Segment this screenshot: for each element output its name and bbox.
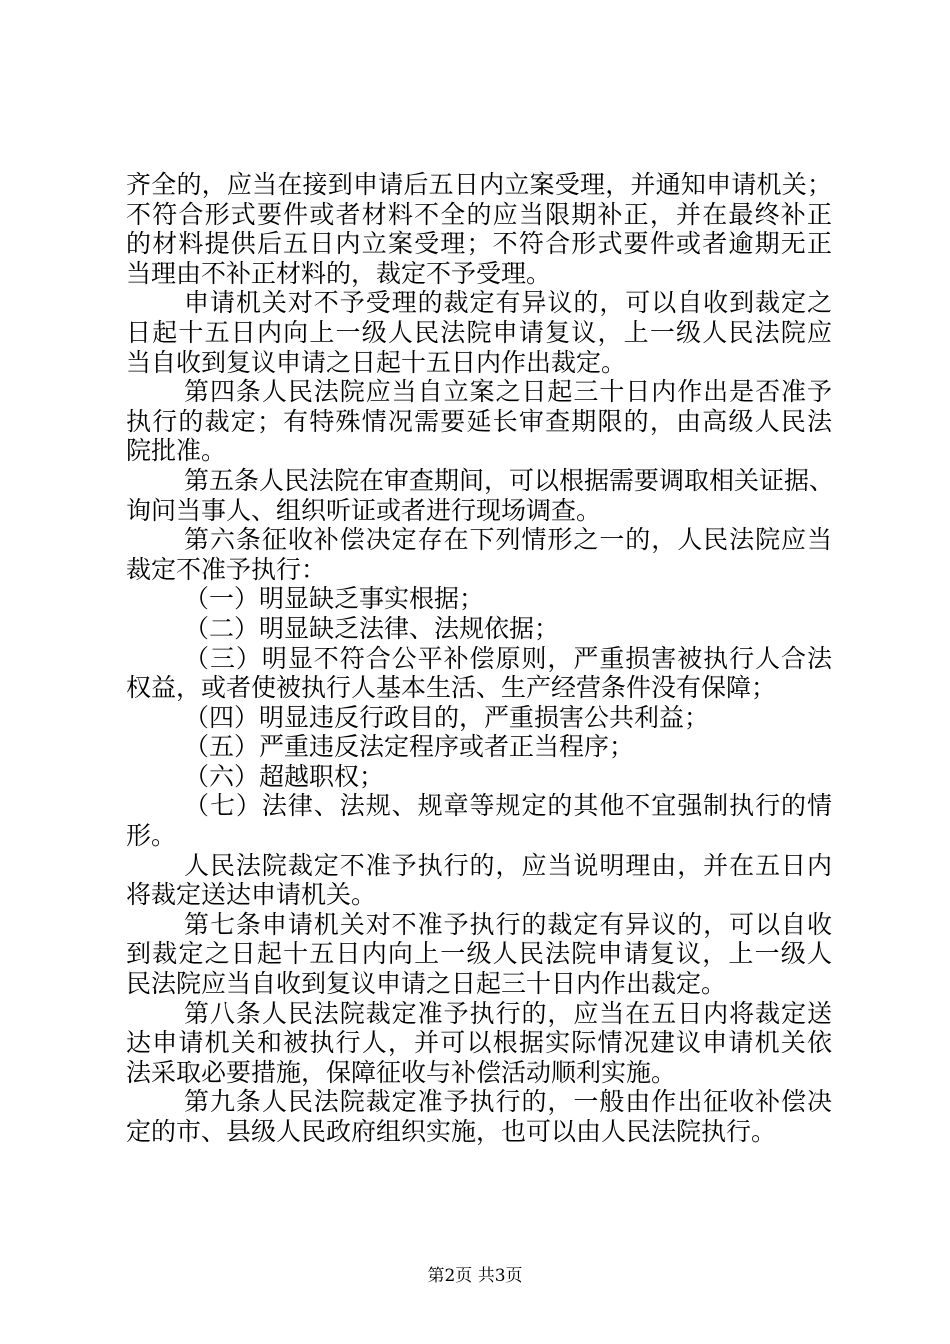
text-line: （七）法律、法规、规章等规定的其他不宜强制执行的情 xyxy=(184,791,832,821)
text-line: （三）明显不符合公平补偿原则，严重损害被执行人合法 xyxy=(184,643,832,673)
text-line: 裁定不准予执行： xyxy=(126,554,327,584)
list-item xyxy=(126,762,832,792)
paragraph-article-5 xyxy=(126,465,835,525)
list-item xyxy=(126,703,832,733)
text-line: （二）明显缺乏法律、法规依据； xyxy=(184,613,560,643)
paragraph xyxy=(126,288,832,377)
text-line: 执行的裁定；有特殊情况需要延长审查期限的，由高级人民法 xyxy=(126,406,832,436)
paragraph xyxy=(126,851,832,910)
text-line: （五）严重违反法定程序或者正当程序； xyxy=(184,732,635,762)
text-line: 的材料提供后五日内立案受理；不符合形式要件或者逾期无正 xyxy=(126,229,832,259)
text-line: 申请机关对不予受理的裁定有异议的，可以自收到裁定之 xyxy=(184,288,832,318)
text-line: 齐全的，应当在接到申请后五日内立案受理，并通知申请机关； xyxy=(126,170,832,199)
text-line: 定的市、县级人民政府组织实施，也可以由人民法院执行。 xyxy=(126,1117,777,1146)
text-line: 当理由不补正材料的，裁定不予受理。 xyxy=(126,258,552,288)
text-line: 第九条人民法院裁定准予执行的，一般由作出征收补偿决 xyxy=(184,1087,832,1117)
text-line: 人民法院裁定不准予执行的，应当说明理由，并在五日内 xyxy=(184,850,832,880)
text-line: 民法院应当自收到复议申请之日起三十日内作出裁定。 xyxy=(126,969,727,999)
paragraph xyxy=(126,170,832,288)
text-line: 第七条申请机关对不准予执行的裁定有异议的，可以自收 xyxy=(184,909,832,939)
text-line: 院批准。 xyxy=(126,436,227,466)
text-line: 权益，或者使被执行人基本生活、生产经营条件没有保障； xyxy=(126,673,777,703)
paragraph-article-8 xyxy=(126,999,832,1088)
text-line: 将裁定送达申请机关。 xyxy=(126,880,377,910)
text-line: 第六条征收补偿决定存在下列情形之一的，人民法院应当 xyxy=(184,525,832,555)
text-line: 形。 xyxy=(126,821,177,851)
list-item xyxy=(126,614,832,644)
paragraph-article-6 xyxy=(126,525,832,584)
paragraph-article-9 xyxy=(126,1087,832,1146)
text-line: 日起十五日内向上一级人民法院申请复议，上一级人民法院应 xyxy=(126,317,832,347)
document-body xyxy=(126,170,835,1147)
list-item xyxy=(126,732,832,762)
text-line: 第四条人民法院应当自立案之日起三十日内作出是否准予 xyxy=(184,377,832,407)
text-line: （一）明显缺乏事实根据； xyxy=(184,584,485,614)
text-line: 询问当事人、组织听证或者进行现场调查。 xyxy=(126,495,602,525)
list-item xyxy=(126,644,832,703)
text-line: （四）明显违反行政目的，严重损害公共利益； xyxy=(184,702,710,732)
text-line: 达申请机关和被执行人，并可以根据实际情况建议申请机关依 xyxy=(126,1028,832,1058)
text-line: 法采取必要措施，保障征收与补偿活动顺利实施。 xyxy=(126,1057,677,1087)
text-line: 第五条人民法院在审查期间，可以根据需要调取相关证据、 xyxy=(184,465,835,495)
page-footer: 第2页 共3页 xyxy=(427,1266,523,1286)
text-line: （六）超越职权； xyxy=(184,761,385,791)
paragraph-article-7 xyxy=(126,910,832,999)
list-item xyxy=(126,791,832,850)
paragraph-article-4 xyxy=(126,377,832,466)
text-line: 当自收到复议申请之日起十五日内作出裁定。 xyxy=(126,347,627,377)
text-line: 不符合形式要件或者材料不全的应当限期补正，并在最终补正 xyxy=(126,199,832,229)
text-line: 第八条人民法院裁定准予执行的，应当在五日内将裁定送 xyxy=(184,998,832,1028)
list-item xyxy=(126,584,832,614)
text-line: 到裁定之日起十五日内向上一级人民法院申请复议，上一级人 xyxy=(126,939,832,969)
